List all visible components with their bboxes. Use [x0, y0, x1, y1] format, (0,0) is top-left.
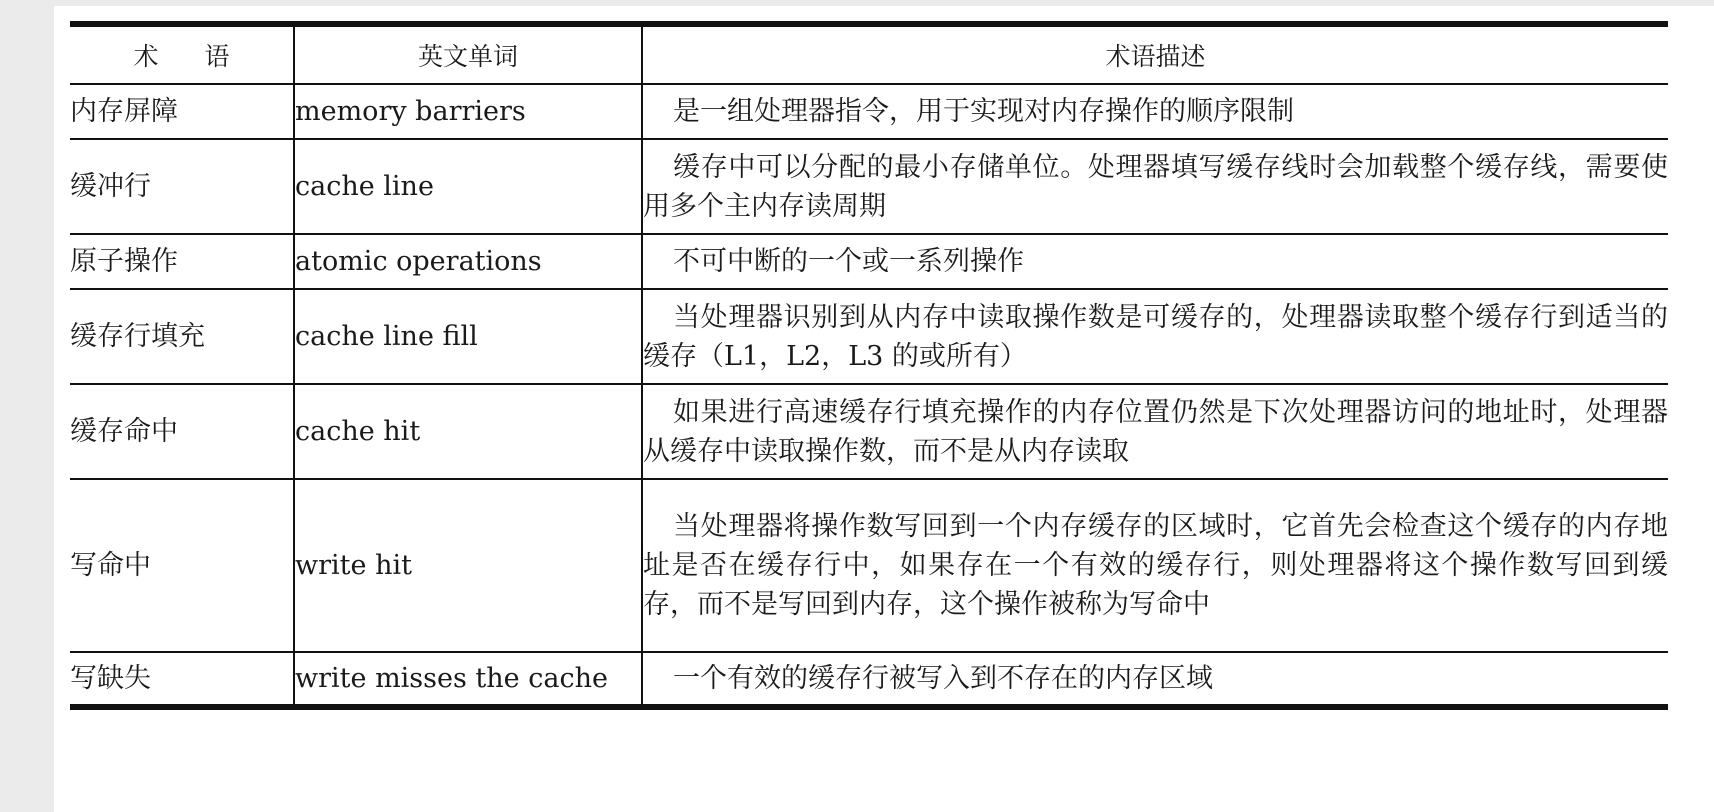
english-cell: write misses the cache: [294, 652, 642, 707]
table-row: [70, 234, 1668, 289]
term-cell: 缓存命中: [70, 384, 294, 479]
description-cell: 是一组处理器指令，用于实现对内存操作的顺序限制: [642, 84, 1668, 139]
description-cell: 缓存中可以分配的最小存储单位。处理器填写缓存线时会加载整个缓存线，需要使用多个主内存读周期: [642, 139, 1668, 234]
english-cell: cache line: [294, 139, 642, 234]
table-row: [70, 652, 1668, 707]
description-cell: 一个有效的缓存行被写入到不存在的内存区域: [673, 663, 1213, 694]
header-description: 术语描述: [642, 24, 1668, 84]
table-row: [70, 289, 1668, 384]
description-cell: 如果进行高速缓存行填充操作的内存位置仍然是下次处理器访问的地址时，处理器从缓存中读取操作数，而不是从内存读取: [642, 384, 1668, 479]
table-row: [70, 84, 1668, 139]
term-cell: 写命中: [70, 479, 294, 652]
english-cell: write hit: [294, 479, 642, 652]
description-cell: 当处理器识别到从内存中读取操作数是可缓存的，处理器读取整个缓存行到适当的缓存（L1，L2，L3 的或所有）: [642, 289, 1668, 384]
term-cell: 缓存行填充: [70, 289, 294, 384]
description-cell: 不可中断的一个或一系列操作: [642, 234, 1668, 289]
english-cell: memory barriers: [294, 84, 642, 139]
header-english: 英文单词: [294, 24, 642, 84]
english-cell: atomic operations: [294, 234, 642, 289]
terms-table: [70, 21, 1668, 710]
table-header-row: [70, 24, 1668, 84]
table-row: [70, 479, 1668, 652]
english-cell: cache line fill: [294, 289, 642, 384]
term-cell: 原子操作: [70, 234, 294, 289]
english-cell: cache hit: [294, 384, 642, 479]
table-row: [70, 384, 1668, 479]
table-row: [70, 139, 1668, 234]
term-cell: 内存屏障: [70, 84, 294, 139]
document-page: [54, 6, 1714, 812]
term-cell: 写缺失: [70, 652, 294, 707]
description-cell: 当处理器将操作数写回到一个内存缓存的区域时，它首先会检查这个缓存的内存地址是否在缓存行中，如果存在一个有效的缓存行，则处理器将这个操作数写回到缓存，而不是写回到内存，这个操作被称为写命中: [642, 479, 1668, 652]
header-term: 术语: [70, 24, 294, 84]
term-cell: 缓冲行: [70, 139, 294, 234]
